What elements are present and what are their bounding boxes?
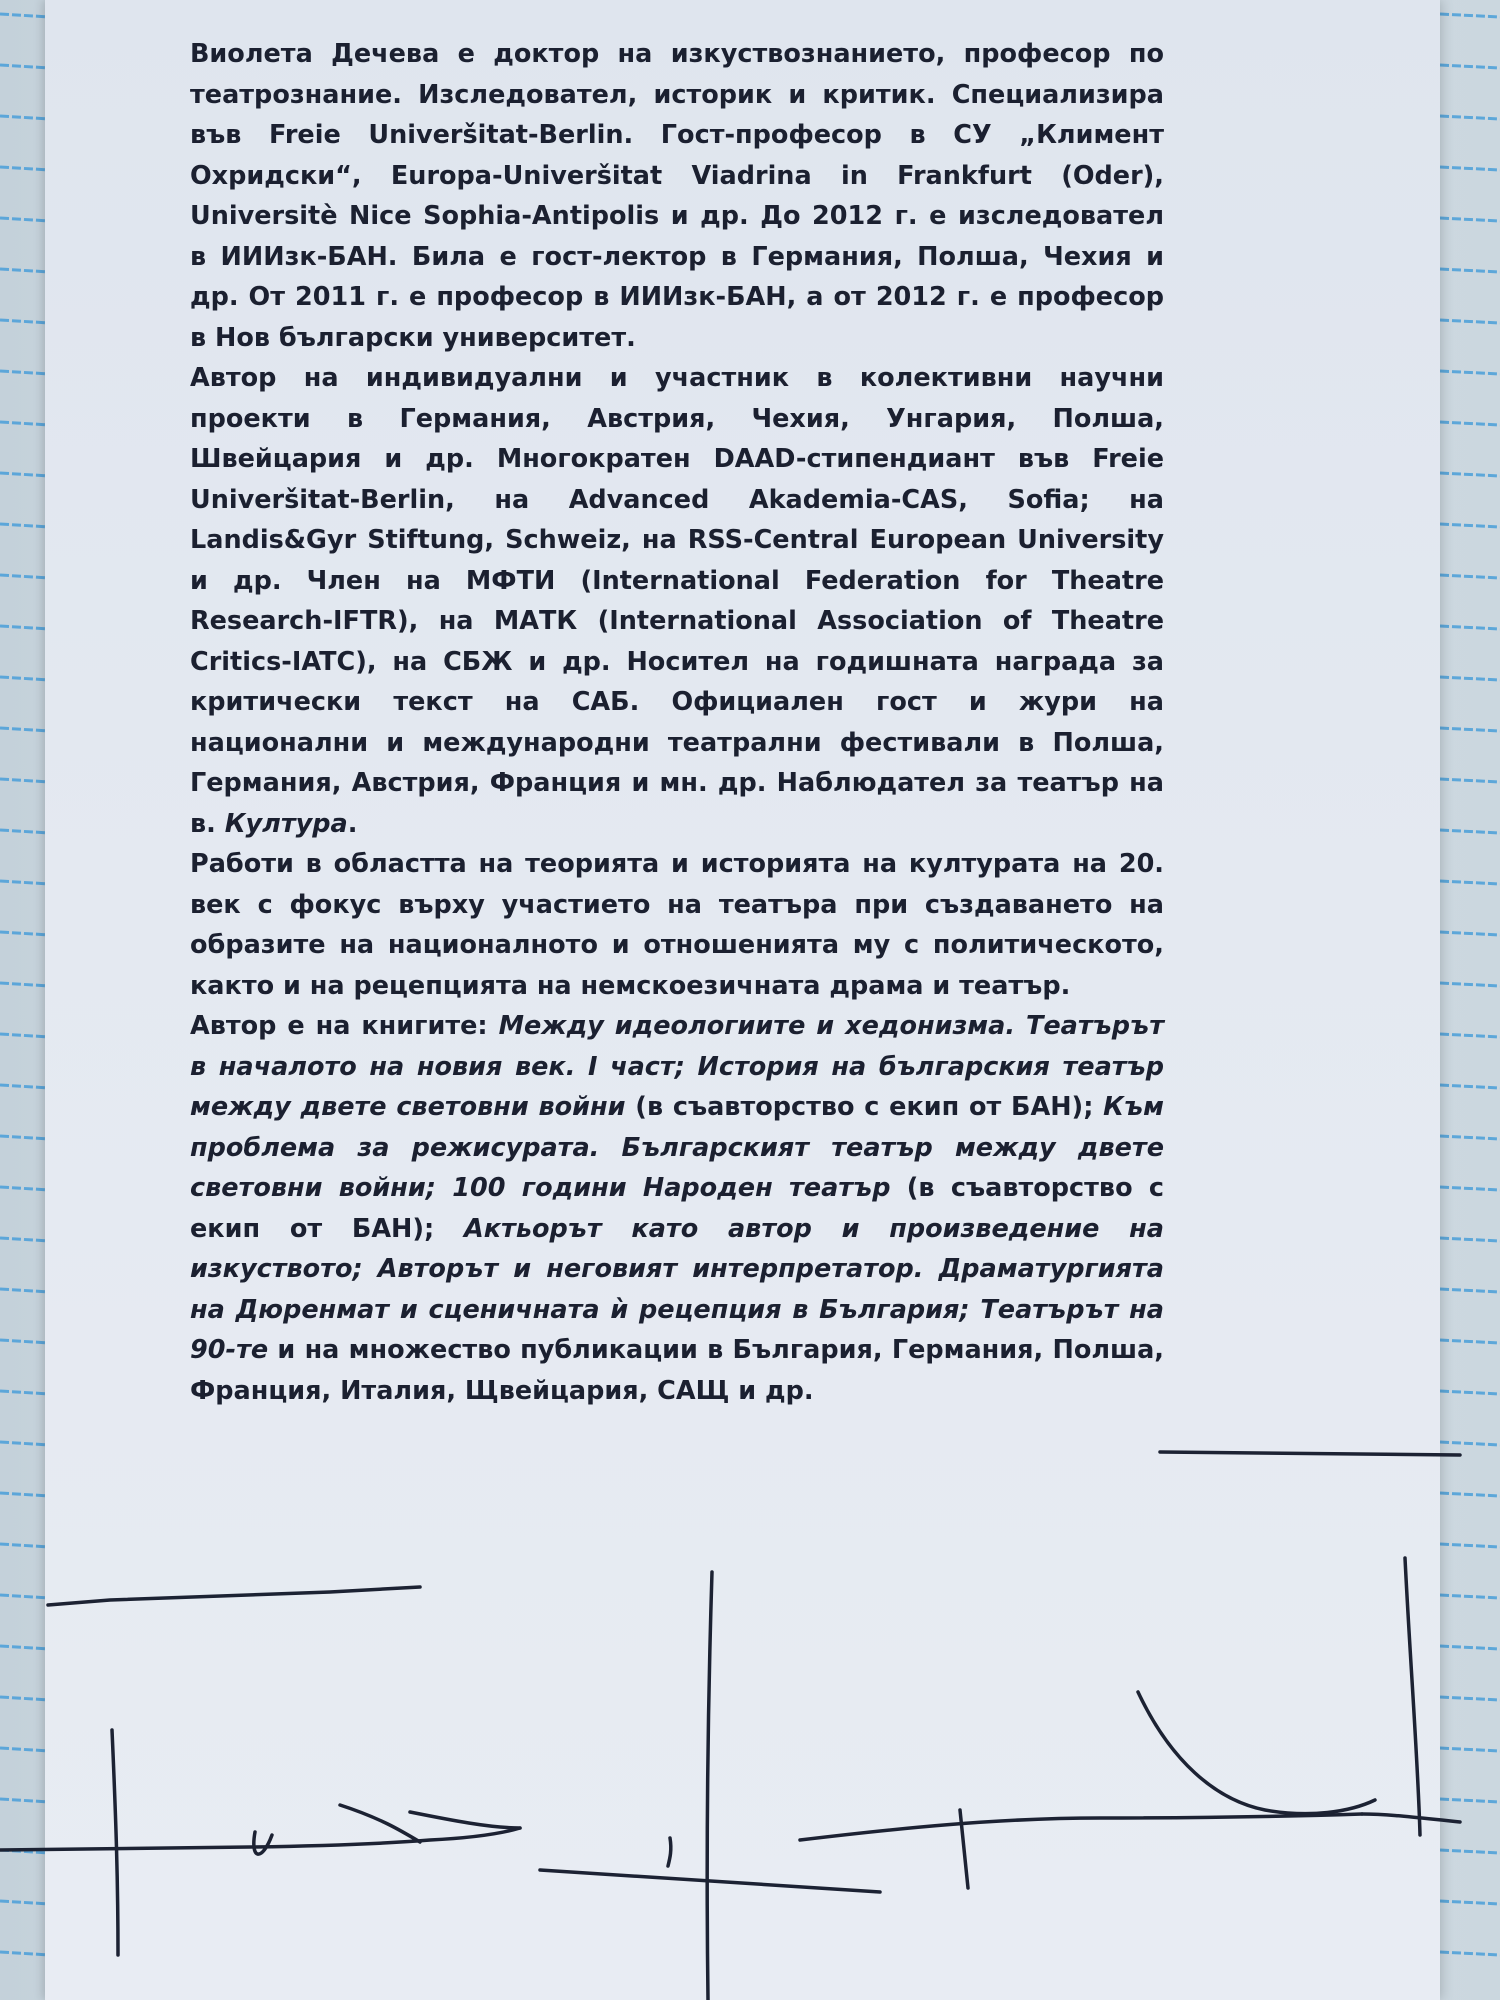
ruled-line <box>0 218 50 221</box>
ruled-line <box>1440 1850 1500 1853</box>
biography-paragraph <box>190 1006 1164 1411</box>
text-run: Автор на индивидуални и участник в колективни научни проекти в Германия, Австрия, Чехия, Унгария, Полша, Швейцария и др. Многократен DAAD-стипендиант във Freie Univeršitat-Berlin, на Advanced Akademia-CAS, Sofia; на Landis&Gyr Stiftung, Schweiz, на RSS-Central European University и др. Член на МФТИ (International Federation for Theatre Research-IFTR), на МАТК (International Association of Theatre Critics-IATC), на СБЖ и др. Носител на годишната награда за критически текст на САБ. Официален гост и жури на национални и международни театрални фестивали в Полша, Германия, Австрия, Франция и мн. др. Наблюдател за театър на в. <box>190 363 1164 839</box>
ruled-line <box>0 1034 50 1037</box>
ruled-line <box>0 1901 50 1904</box>
ruled-line <box>1440 1952 1500 1955</box>
ruled-line <box>1440 14 1500 17</box>
ruled-line <box>0 575 50 578</box>
ruled-line <box>0 1289 50 1292</box>
ruled-line <box>0 422 50 425</box>
ruled-line <box>0 677 50 680</box>
ruled-line <box>1440 1646 1500 1649</box>
text-run: (в съавторство с екип от БАН); <box>190 1173 1165 1244</box>
ruled-line <box>0 932 50 935</box>
text-run: (в съавторство с екип от БАН); <box>625 1092 1104 1122</box>
ruled-line <box>1440 1799 1500 1802</box>
ruled-line <box>1440 371 1500 374</box>
ruled-line <box>1440 881 1500 884</box>
ruled-line <box>1440 65 1500 68</box>
biography-paragraph <box>190 34 1164 358</box>
ruled-line <box>0 983 50 986</box>
text-run: Работи в областта на теорията и историята на културата на 20. век с фокус върху участието на театъра при създаването на образите на националното и отношенията му с политическото, както и на рецепцията на немскоезичната драма и театър. <box>190 849 1164 1001</box>
ruled-line <box>1440 269 1500 272</box>
text-run: Автор е на книгите: <box>190 1011 499 1041</box>
ruled-line <box>0 167 50 170</box>
ruled-line <box>0 779 50 782</box>
ruled-line <box>0 1493 50 1496</box>
ruled-line <box>1440 422 1500 425</box>
ruled-line <box>0 1187 50 1190</box>
ruled-line <box>1440 1136 1500 1139</box>
ruled-line <box>0 473 50 476</box>
ruled-line <box>0 1136 50 1139</box>
text-run-italic: Актьорът като автор и произведение на изкуството; Авторът и неговият интерпретатор. Драматургията на Дюренмат и сценичната ѝ рецепция в България; Театърът на 90-те <box>190 1213 1164 1365</box>
ruled-line <box>0 1442 50 1445</box>
ruled-line <box>1440 779 1500 782</box>
ruled-line <box>1440 1238 1500 1241</box>
ruled-line <box>1440 218 1500 221</box>
ruled-line <box>0 1799 50 1802</box>
ruled-line <box>0 14 50 17</box>
ruled-line <box>1440 1697 1500 1700</box>
ruled-line <box>0 1595 50 1598</box>
ruled-line <box>1440 1442 1500 1445</box>
ruled-line <box>1440 1901 1500 1904</box>
ruled-line <box>1440 728 1500 731</box>
ruled-line <box>1440 983 1500 986</box>
ruled-line <box>0 1646 50 1649</box>
ruled-line <box>1440 1034 1500 1037</box>
ruled-line <box>0 1952 50 1955</box>
biography-paragraph <box>190 358 1164 844</box>
ruled-line <box>0 881 50 884</box>
ruled-line <box>1440 1748 1500 1751</box>
ruled-line <box>0 320 50 323</box>
biography-paragraph <box>190 844 1164 1006</box>
text-run-italic: Култура <box>224 808 348 839</box>
ruled-line <box>1440 473 1500 476</box>
ruled-line <box>0 116 50 119</box>
ruled-line <box>1440 167 1500 170</box>
ruled-line <box>1440 1391 1500 1394</box>
ruled-line <box>0 626 50 629</box>
ruled-line <box>1440 830 1500 833</box>
ruled-line <box>1440 116 1500 119</box>
text-run-italic: Между идеологиите и хедонизма. Театърът в началото на новия век. I част; История на българския театър между двете световни войни <box>190 1011 1164 1122</box>
ruled-line <box>1440 1544 1500 1547</box>
ruled-line <box>0 728 50 731</box>
ruled-line <box>0 269 50 272</box>
ruled-line <box>1440 932 1500 935</box>
text-run: . <box>347 808 358 839</box>
ruled-line <box>1440 1595 1500 1598</box>
ruled-line <box>0 1340 50 1343</box>
ruled-line <box>0 1748 50 1751</box>
ruled-line <box>0 371 50 374</box>
author-biography <box>190 34 1164 1411</box>
text-run: и на множество публикации в България, Германия, Полша, Франция, Италия, Щвейцария, САЩ и др. <box>190 1335 1164 1406</box>
ruled-line <box>0 1391 50 1394</box>
ruled-line <box>1440 320 1500 323</box>
text-run-italic: Към проблема за режисурата. Българският театър между двете световни войни; 100 години Народен театър <box>190 1092 1164 1203</box>
ruled-line <box>1440 524 1500 527</box>
ruled-line <box>0 65 50 68</box>
ruled-line <box>1440 575 1500 578</box>
ruled-line <box>1440 1289 1500 1292</box>
ruled-line <box>1440 1340 1500 1343</box>
ruled-line <box>0 1238 50 1241</box>
ruled-line <box>1440 626 1500 629</box>
ruled-line <box>1440 677 1500 680</box>
text-run: Виолета Дечева е доктор на изкуствознанието, професор по театрознание. Изследовател, историк и критик. Специализира във Freie Univeršitat-Berlin. Гост-професор в СУ „Климент Охридски“, Europa-Univeršitat Viadrina in Frankfurt (Oder), Universitè Nice Sophia-Antipolis и др. До 2012 г. е изследовател в ИИИзк-БАН. Била е гост-лектор в Германия, Полша, Чехия и др. От 2011 г. е професор в ИИИзк-БАН, а от 2012 г. е професор в Нов български университет. <box>190 39 1164 353</box>
ruled-line <box>1440 1187 1500 1190</box>
ruled-line <box>0 524 50 527</box>
ruled-line <box>1440 1085 1500 1088</box>
ruled-line <box>0 1085 50 1088</box>
ruled-line <box>0 1850 50 1853</box>
ruled-line <box>0 1697 50 1700</box>
ruled-line <box>0 830 50 833</box>
ruled-line <box>1440 1493 1500 1496</box>
ruled-line <box>0 1544 50 1547</box>
